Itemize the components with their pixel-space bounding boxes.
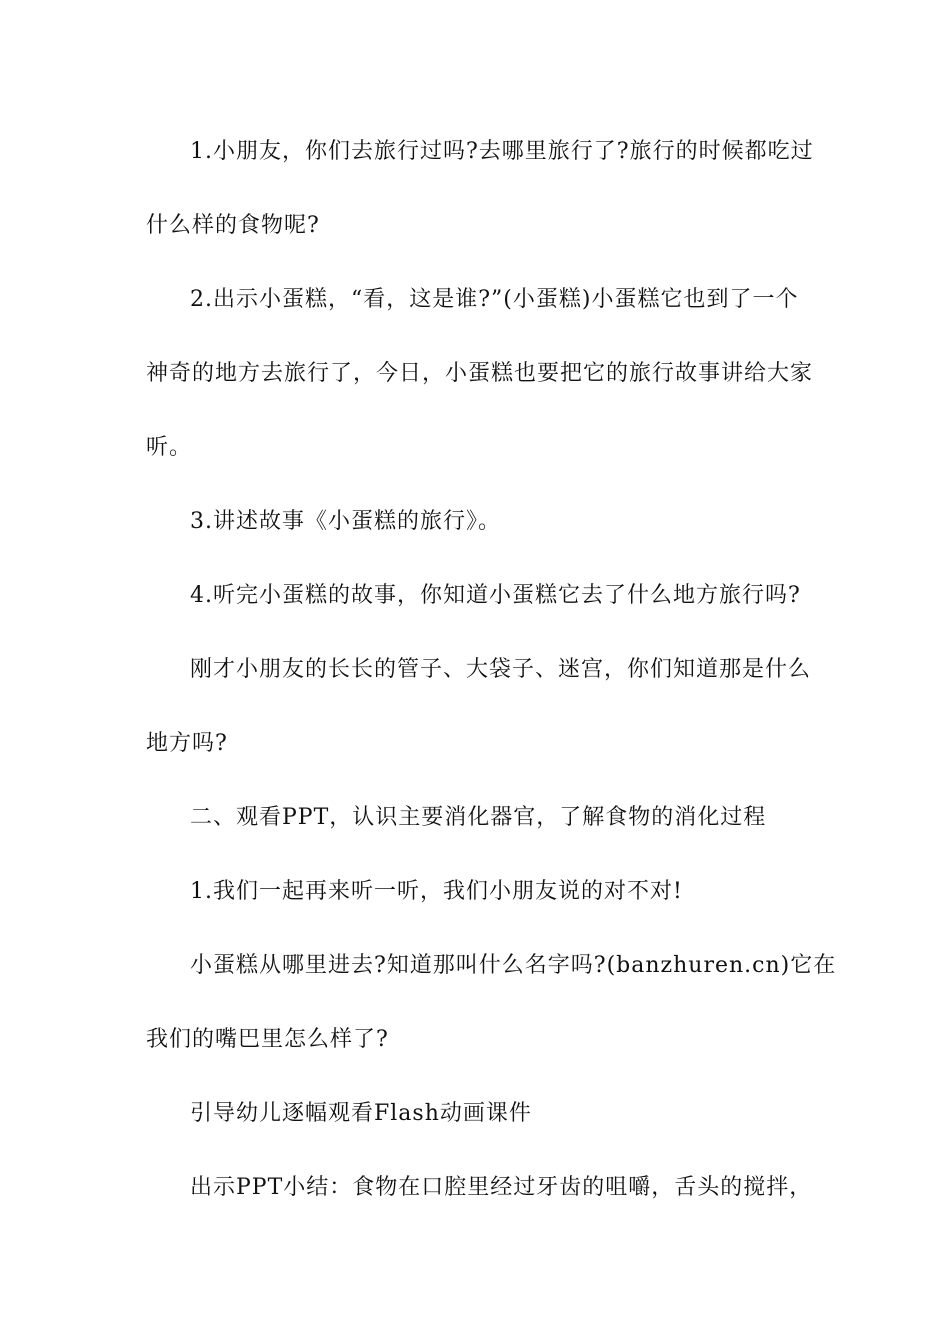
paragraph-line: 引导幼儿逐幅观看Flash动画课件 [190,1101,532,1126]
paragraph-line: 1.我们一起再来听一听，我们小朋友说的对不对! [190,879,683,904]
paragraph-line: 神奇的地方去旅行了，今日，小蛋糕也要把它的旅行故事讲给大家 [146,361,814,386]
paragraph-line: 4.听完小蛋糕的故事，你知道小蛋糕它去了什么地方旅行吗? [190,583,801,608]
paragraph-line: 听。 [146,435,193,460]
paragraph-line: 什么样的食物呢? [146,213,320,238]
paragraph-line: 刚才小朋友的长长的管子、大袋子、迷宫，你们知道那是什么 [190,657,812,682]
paragraph-line: 3.讲述故事《小蛋糕的旅行》。 [190,509,501,534]
paragraph-line: 1.小朋友，你们去旅行过吗?去哪里旅行了?旅行的时候都吃过 [190,139,814,164]
paragraph-line: 小蛋糕从哪里进去?知道那叫什么名字吗?(banzhuren.cn)它在 [190,953,837,978]
paragraph-line: 我们的嘴巴里怎么样了? [146,1027,389,1052]
paragraph-line: 出示PPT小结：食物在口腔里经过牙齿的咀嚼，舌头的搅拌， [190,1175,813,1200]
section-heading: 二、观看PPT，认识主要消化器官，了解食物的消化过程 [190,805,767,830]
paragraph-line: 地方吗? [146,731,228,756]
paragraph-line: 2.出示小蛋糕，“看，这是谁?”(小蛋糕)小蛋糕它也到了一个 [190,287,799,312]
